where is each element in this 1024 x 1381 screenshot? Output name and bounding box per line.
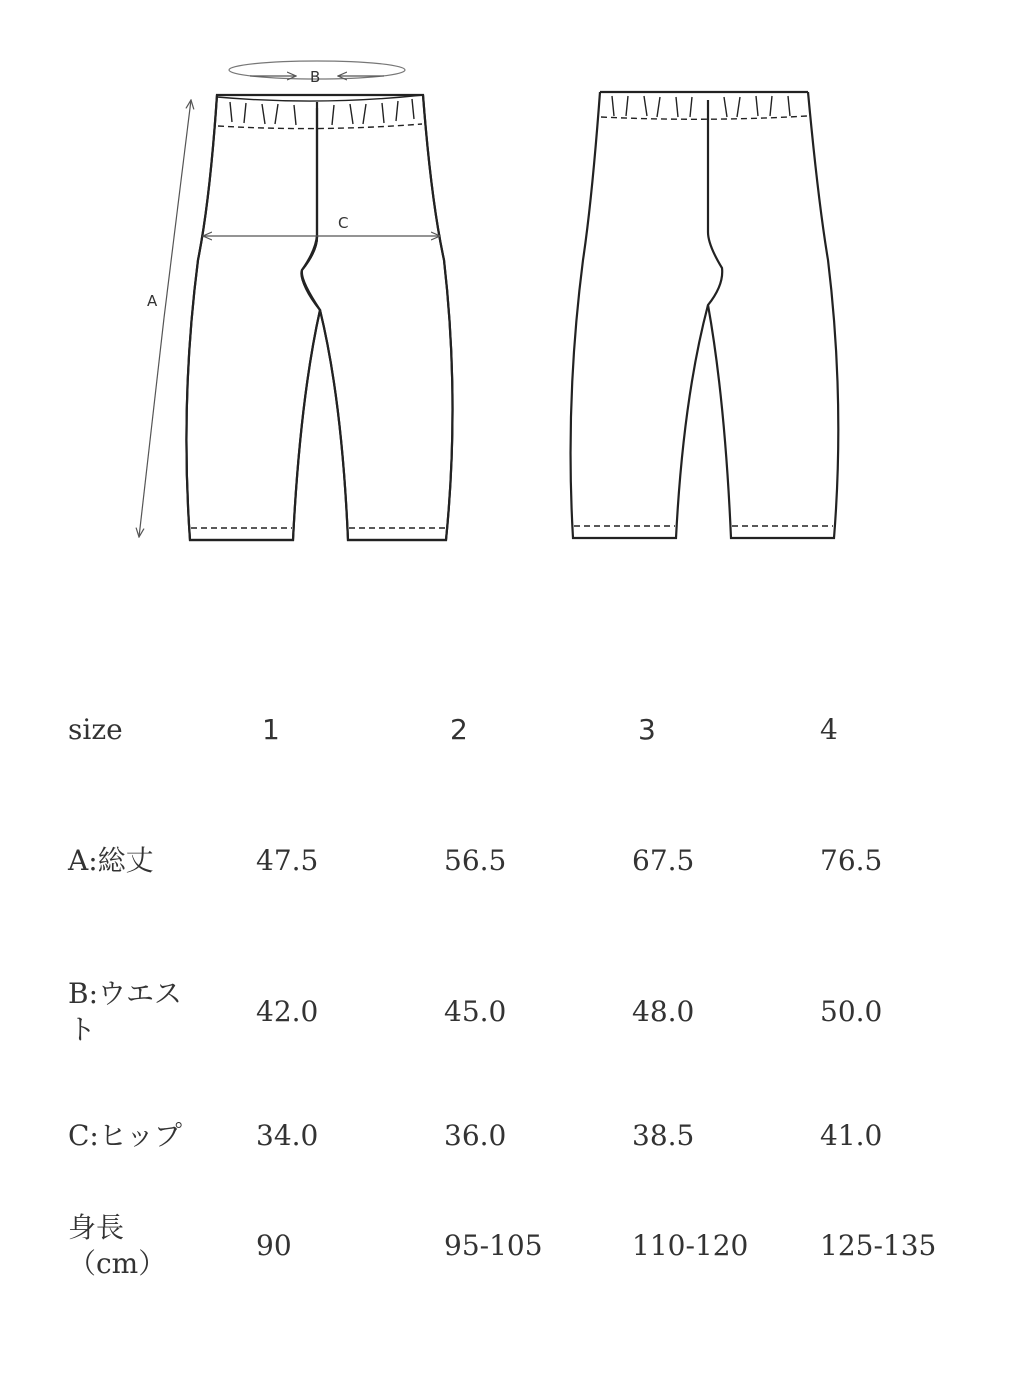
- cell: 76.5: [820, 844, 883, 877]
- size-1: 1: [262, 713, 280, 746]
- back-left-leg: [571, 92, 723, 538]
- measure-a: [139, 100, 191, 537]
- back-view: [571, 92, 839, 538]
- header-label: size: [68, 713, 123, 746]
- cell: 38.5: [632, 1119, 695, 1152]
- cell: 56.5: [444, 844, 507, 877]
- row-label: B:ウエスト: [68, 977, 183, 1046]
- measure-c: [203, 214, 440, 236]
- front-right-leg: [320, 95, 453, 540]
- cell: 125-135: [820, 1229, 937, 1262]
- cell: 95-105: [444, 1229, 543, 1262]
- front-left-leg: [186, 95, 320, 540]
- back-right-leg: [708, 92, 838, 538]
- cell: 67.5: [632, 844, 695, 877]
- front-view: [186, 95, 452, 540]
- cell: 48.0: [632, 995, 695, 1028]
- measure-b: [229, 61, 405, 86]
- cell: 34.0: [256, 1119, 319, 1152]
- label-c: C: [338, 214, 349, 232]
- cell: 42.0: [256, 995, 319, 1028]
- size-2: 2: [450, 713, 468, 746]
- size-3: 3: [638, 713, 656, 746]
- cell: 47.5: [256, 844, 319, 877]
- label-b: B: [310, 68, 321, 86]
- cell: 90: [256, 1229, 292, 1262]
- cell: 41.0: [820, 1119, 883, 1152]
- cell: 45.0: [444, 995, 507, 1028]
- label-a: A: [147, 292, 158, 310]
- cell: 110-120: [632, 1229, 749, 1262]
- pants-diagram: [0, 0, 1024, 600]
- row-label: A:総丈: [68, 844, 154, 877]
- cell: 36.0: [444, 1119, 507, 1152]
- cell: 50.0: [820, 995, 883, 1028]
- row-label: 身長（cm）: [68, 1211, 167, 1280]
- size-4: 4: [820, 713, 838, 746]
- row-label: C:ヒップ: [68, 1119, 183, 1152]
- back-waistband: [574, 96, 833, 526]
